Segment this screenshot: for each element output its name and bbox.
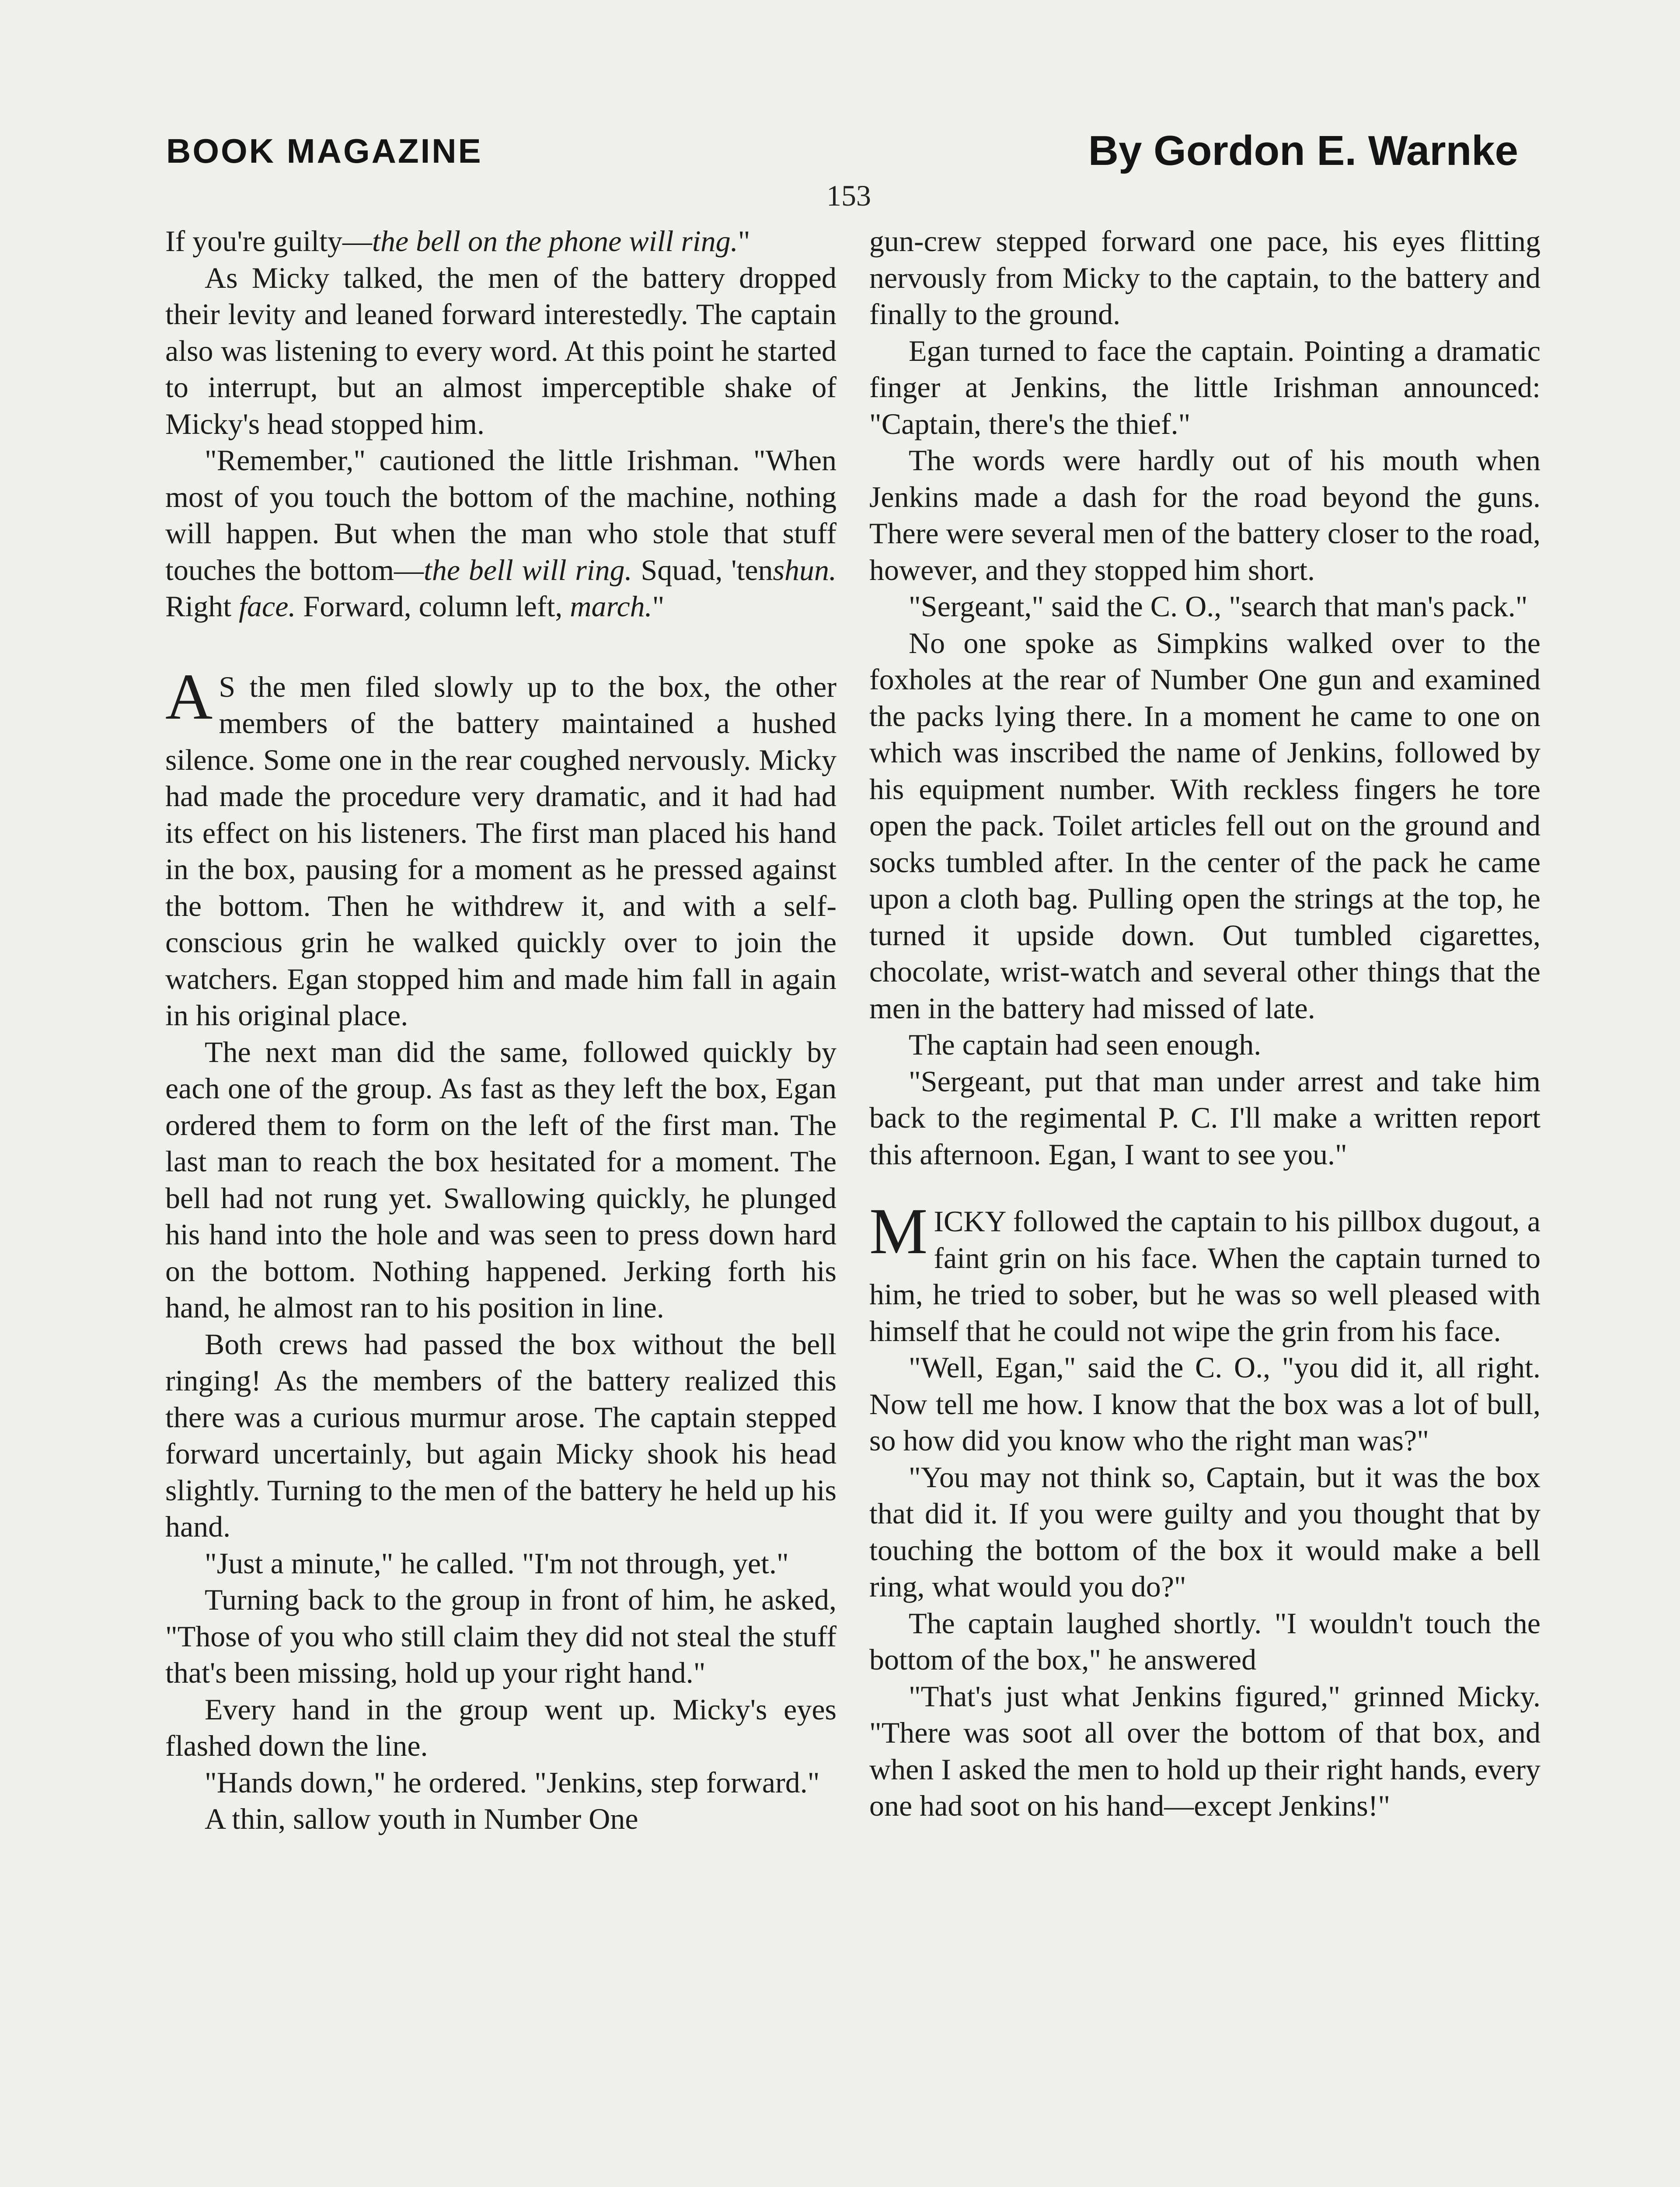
paragraph: The next man did the same, followed quickly by each one of the group. As fast as they left the box, Egan ordered them to form on the left of the first man. The last man to reach the box hesitated for a moment. The bell had not rung yet. Swallowing quickly, he plunged his hand into the hole and was seen to press down hard on the bottom. Nothing happened. Jerking forth his hand, he almost ran to his position in line. — [165, 1035, 837, 1324]
text-run: Forward, column left, — [296, 590, 570, 623]
paragraph: Egan turned to face the captain. Pointing a dramatic finger at Jenkins, the little Irishman announced: "Captain, there's the thief." — [869, 334, 1541, 440]
text-run: "Remember," cautioned the little Irishman. "When most of you touch the bottom of the machine, nothing will happen. But when the man who stole that stuff touches the bottom— — [165, 444, 837, 587]
section-paragraph — [869, 1195, 1541, 1349]
paragraph: No one spoke as Simpkins walked over to the foxholes at the rear of Number One gun and examined the packs lying there. In a moment he came to one on which was inscribed the name of Jenkins, followed by his equipment number. With reckless fingers he tore open the pack. Toilet articles fell out on the ground and socks tumbled after. In the center of the pack he came upon a cloth bag. Pulling open the strings at the top, he turned it upside down. Out tumbled cigarettes, chocolate, wrist-watch and several other things that the men in the battery had missed of late. — [869, 626, 1541, 1025]
paragraph — [165, 442, 837, 625]
paragraph: "Well, Egan," said the C. O., "you did it, all right. Now tell me how. I know that the box was a lot of bull, so how did you know who the right man was?" — [869, 1351, 1541, 1457]
text-run-italic: march. — [570, 590, 652, 623]
paragraph: Both crews had passed the box without the bell ringing! As the members of the battery realized this there was a curious murmur arose. The captain stepped forward uncertainly, but again Micky shook his head slightly. Turning to the men of the battery he held up his hand. — [165, 1327, 837, 1543]
text-run-italic: the bell will ring. — [423, 553, 632, 587]
paragraph: The words were hardly out of his mouth when Jenkins made a dash for the road beyond the guns. There were several men of the battery closer to the road, however, and they stopped him short. — [869, 444, 1541, 587]
text-run-italic: the bell on the phone will ring. — [372, 224, 738, 258]
paragraph: "Just a minute," he called. "I'm not through, yet." — [205, 1546, 789, 1580]
paragraph: gun-crew stepped forward one pace, his eyes flitting nervously from Micky to the captain, to the battery and finally to the ground. — [869, 224, 1541, 331]
paragraph: As Micky talked, the men of the battery dropped their levity and leaned forward interestedly. The captain also was listening to every word. At this point he started to interrupt, but an almost imperceptible shake of Micky's head stopped him. — [165, 261, 837, 440]
paragraph: A thin, sallow youth in Number One — [205, 1802, 638, 1835]
section-paragraph — [165, 660, 837, 1034]
text-run: S the men filed slowly up to the box, the other members of the battery maintained a hushed silence. Some one in the rear coughed nervously. Micky had made the procedure very dramatic, and it had had its effect on his listeners. The first man placed his hand in the box, pausing for a moment as he pressed against the bottom. Then he withdrew it, and with a self-conscious grin he walked quickly over to join the watchers. Egan stopped him and made him fall in again in his original place. — [165, 670, 837, 1032]
author-byline: By Gordon E. Warnke — [1088, 127, 1518, 174]
paragraph: "Hands down," he ordered. "Jenkins, step forward." — [205, 1765, 820, 1799]
drop-cap: A — [165, 660, 213, 733]
page-number: 153 — [826, 179, 871, 212]
paragraph: The captain had seen enough. — [909, 1028, 1262, 1061]
paragraph: Turning back to the group in front of him, he asked, "Those of you who still claim they did not steal the stuff that's been missing, hold up your right hand." — [165, 1583, 837, 1689]
paragraph: The captain laughed shortly. "I wouldn't touch the bottom of the box," he answered — [869, 1606, 1541, 1676]
paragraph: "That's just what Jenkins figured," grinned Micky. "There was soot all over the bottom of that box, and when I asked the men to hold up their right hands, every one had soot on his hand—except Jenkins!" — [869, 1679, 1541, 1822]
paragraph: "Sergeant, put that man under arrest and take him back to the regimental P. C. I'll make a written report this afternoon. Egan, I want to see you." — [869, 1064, 1541, 1171]
text-run: Right — [165, 590, 239, 623]
text-run: If you're guilty— — [165, 224, 373, 258]
text-run-italic: shun. — [773, 553, 837, 587]
text-run: Squad, 'ten — [632, 553, 773, 587]
paragraph — [165, 223, 837, 260]
text-run-italic: face. — [239, 590, 296, 623]
magazine-title: BOOK MAGAZINE — [166, 132, 483, 170]
drop-cap: M — [869, 1195, 928, 1268]
paragraph: "Sergeant," said the C. O., "search that man's pack." — [909, 590, 1528, 623]
text-run: " — [652, 590, 665, 623]
text-run: " — [738, 224, 750, 258]
paragraph: "You may not think so, Captain, but it was the box that did it. If you were guilty and you thought that by touching the bottom of the box it would make a bell ring, what would you do?" — [869, 1460, 1541, 1603]
text-run: ICKY followed the captain to his pillbox dugout, a faint grin on his face. When the captain turned to him, he tried to sober, but he was so well pleased with himself that he could not wipe the grin from his face. — [869, 1205, 1541, 1348]
right-column — [869, 223, 1541, 1824]
paragraph: Every hand in the group went up. Micky's eyes flashed down the line. — [165, 1692, 837, 1762]
left-column — [165, 223, 837, 1838]
